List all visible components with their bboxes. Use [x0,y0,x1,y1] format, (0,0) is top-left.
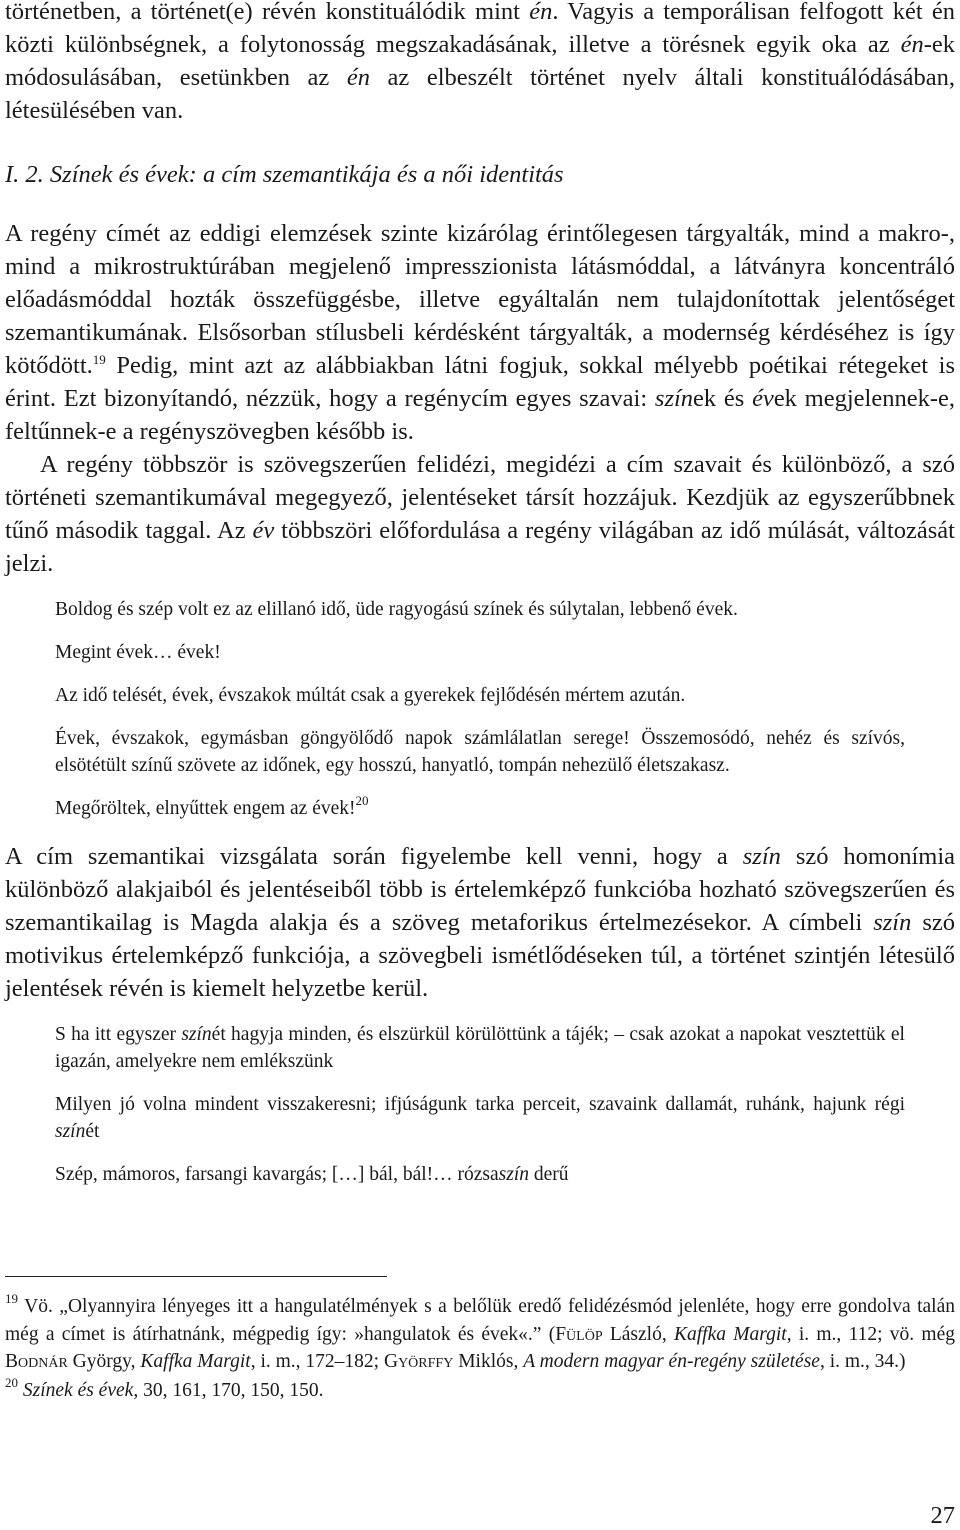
italic-text: Kaffka Margit [140,1351,251,1372]
italic-text: én [529,0,553,25]
footnote-number: 19 [5,1291,18,1306]
footnote-number: 20 [5,1374,18,1390]
footnote-separator [5,1276,387,1277]
footnotes [5,1293,955,1405]
text: György, [67,1351,141,1372]
text: Vö. „Olyannyira lényeges itt a hangulatélmények s a belőlük eredő felidézésmód jelenléte, hogy erre gondolva talán még a címet is átírhatnánk, mégpedig így: »hangulatok és évek«.” ( [5,1296,955,1345]
text: Miklós, [453,1351,524,1372]
text: szó homonímia különböző alakjaiból és jelentéseiből több is értelemképző funkcióba hozható szövegszerűen és szemantikailag is Magda alakja és a szöveg metaforikus értelmezésekor. A címbeli [5,843,956,936]
footnote-ref-20[interactable]: 20 [355,793,369,808]
italic-text: szín [742,843,781,870]
text: ét hagyja minden, és elszürkül körülöttünk a tájék; – csak azokat a napokat vesztettük el igazán, amelyekre nem emlékszünk [55,1024,905,1072]
text: ét [85,1121,100,1142]
text: Milyen jó volna mindent visszakeresni; ifjúságunk tarka perceit, szavaink dallamát, ruhánk, hajunk régi [55,1094,905,1115]
italic-text: szín [498,1164,530,1185]
text: az elbeszélt történet nyelv általi konstituálódásában, létesülésében van. [5,64,955,124]
author-name: Fülöp [555,1323,603,1345]
footnote-ref-19[interactable]: 19 [92,352,106,367]
italic-text: én [900,31,924,58]
author-name: Györffy [383,1351,454,1372]
block-quote: Évek, évszakok, egymásban göngyölődő napok számlálatlan serege! Összemosódó, nehéz és szívós, elsötétült színű szövete az időnek, egy hosszú, hanyatló, tompán nehezülő életszakasz. [55,728,905,776]
block-quote [55,1161,905,1188]
block-quote [55,1021,905,1075]
text: többszöri előfordulása a regény világában az idő múlását, változását jelzi. [5,517,955,577]
text: Szép, mámoros, farsangi kavargás; […] bál, bál!… rózsa [55,1164,499,1185]
block-quotes-evek [55,596,905,822]
text: történetben, a történet(e) révén konstituálódik mint [5,0,530,25]
text: ek és [693,385,753,412]
italic-text: én [346,64,370,91]
paragraph-continuation [5,0,955,127]
italic-text: A modern magyar én-regény születése [523,1351,820,1372]
block-quote: Az idő telését, évek, évszakok múltát csak a gyerekek fejlődésén mértem azután. [55,685,686,706]
block-quotes-szin [55,1021,905,1188]
italic-text: év [752,385,774,412]
text: Megőröltek, elnyűttek engem az évek! [55,798,356,819]
page-number: 27 [930,1502,955,1529]
text: -ek módosulásában, esetünkben az [5,31,955,91]
block-quote: Megint évek… évek! [55,642,221,663]
text: ek megjelennek-e, feltűnnek-e a regényszövegben később is. [5,385,955,445]
paragraph-title-analysis [5,217,955,448]
italic-text: szín [181,1024,212,1045]
footnote-20 [5,1374,955,1405]
text: A regény címét az eddigi elemzések szinte kizárólag érintőlegesen tárgyalták, mind a makro-, mind a mikrostruktúrában megjelenő impresszionista látásmóddal, a látványra koncentráló előadásmóddal hozták összefüggésbe, illetve egyáltalán nem tulajdonítottak jelentőséget szemantikumának. Elsősorban stílusbeli kérdésként tárgyalták, a modernség kérdéséhez is így kötődött. [5,220,955,379]
text: A regény többször is szövegszerűen felidézi, megidézi a cím szavait és különböző, a szó történeti szemantikumával megegyező, jelentéseket társít hozzájuk. Kezdjük az egyszerűbbnek tűnő második taggal. Az [5,451,955,544]
footnote-19 [5,1293,955,1376]
block-quote [55,795,905,822]
italic-text: Kaffka Margit [674,1323,787,1345]
author-name: Bodnár [5,1351,68,1372]
text: László, [602,1323,674,1345]
paragraph-szin [5,840,955,1005]
italic-text: Színek és évek [22,1379,134,1401]
italic-text: év [252,517,275,544]
text: A cím szemantikai vizsgálata során figyelembe kell venni, hogy a [5,843,743,870]
text: . Vagyis a temporálisan felfogott két én közti különbségnek, a folytonosság megszakadásának, illetve a törésnek egyik oka az [5,0,955,58]
block-quote: Boldog és szép volt ez az elillanó idő, üde ragyogású színek és súlytalan, lebbenő évek. [55,599,738,620]
text: , i. m., 34.) [819,1351,906,1372]
page-body [5,0,955,1188]
italic-text: szín [55,1121,86,1142]
italic-text: szín [654,385,694,412]
text: , i. m., 112; vö. még [786,1323,955,1345]
text: , 30, 161, 170, 150, 150. [133,1379,324,1401]
italic-text: szín [873,909,912,936]
text: Pedig, mint azt az alábbiakban látni fogjuk, sokkal mélyebb poétikai rétegeket is érint. Ezt bizonyítandó, nézzük, hogy a regénycím egyes szavai: [5,352,955,412]
paragraph-title-words [5,448,955,580]
text: derű [529,1164,569,1185]
block-quote [55,1091,905,1145]
text: szó motivikus értelemképző funkciója, a szövegbeli ismétlődéseken túl, a történet szintjén létesülő jelentések révén is kiemelt helyzetbe kerül. [5,909,955,1002]
text: , i. m., 172–182; [250,1351,384,1372]
section-heading: I. 2. Színek és évek: a cím szemantikája és a női identitás [5,161,564,188]
text: S ha itt egyszer [55,1024,182,1045]
